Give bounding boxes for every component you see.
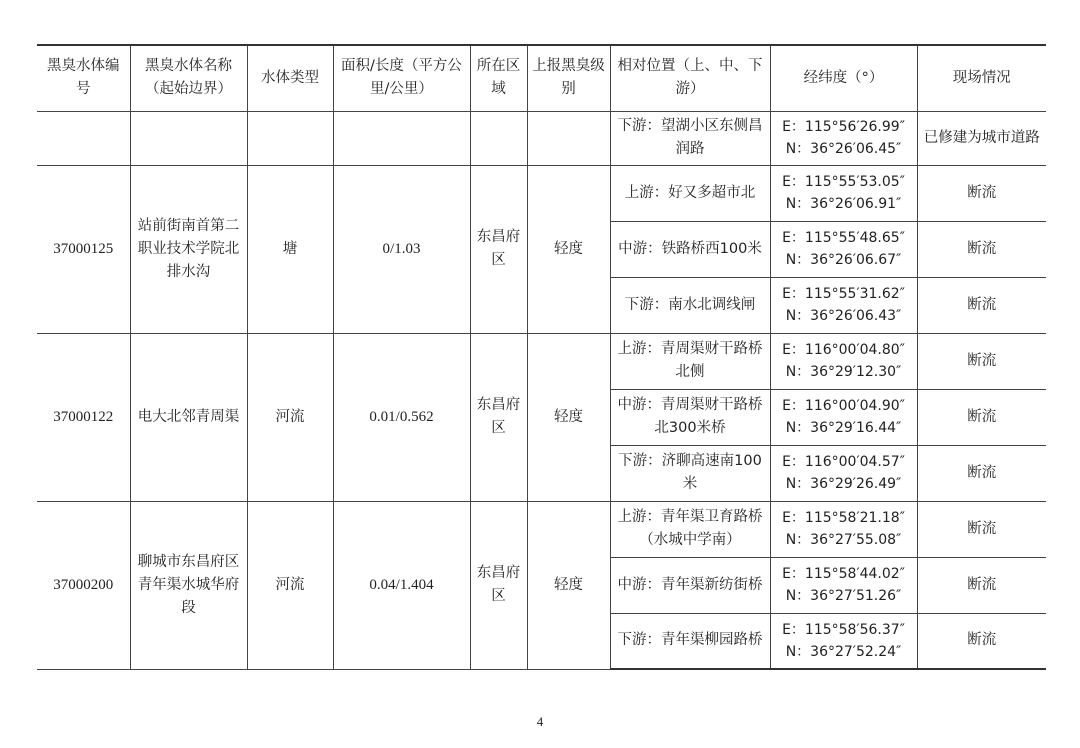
water-body-table-container — [37, 44, 1046, 670]
coord-east: E：115°56′26.99″ — [782, 119, 905, 135]
coord-north: N：36°26′06.43″ — [785, 308, 902, 324]
table-row — [37, 111, 1046, 165]
cell-position: 中游：青周渠财干路桥北300米桥 — [610, 389, 770, 445]
cell-status: 断流 — [917, 501, 1046, 557]
header-name: 黑臭水体名称（起始边界） — [130, 45, 247, 111]
coord-north: N：36°29′16.44″ — [785, 420, 902, 436]
cell-name: 站前街南首第二职业技术学院北排水沟 — [130, 165, 247, 333]
table-row — [37, 165, 1046, 221]
page-number: 4 — [536, 714, 544, 729]
coord-north: N：36°26′06.67″ — [785, 252, 902, 268]
coord-north: N：36°29′12.30″ — [785, 364, 902, 380]
cell-id: 37000200 — [37, 501, 130, 669]
coord-east: E：116°00′04.57″ — [782, 454, 905, 470]
coord-north: N：36°27′51.26″ — [785, 588, 902, 604]
cell-id — [37, 111, 130, 165]
header-status: 现场情况 — [917, 45, 1046, 111]
table-row — [37, 333, 1046, 389]
cell-status: 断流 — [917, 221, 1046, 277]
cell-level: 轻度 — [527, 501, 610, 669]
coord-north: N：36°27′55.08″ — [785, 532, 902, 548]
cell-type: 河流 — [247, 333, 333, 501]
cell-position: 中游：青年渠新纺街桥 — [610, 557, 770, 613]
cell-name: 聊城市东昌府区青年渠水城华府段 — [130, 501, 247, 669]
cell-coordinates — [770, 501, 917, 557]
cell-area: 0/1.03 — [333, 165, 470, 333]
cell-area — [333, 111, 470, 165]
table-row — [37, 501, 1046, 557]
header-area: 面积/长度（平方公里/公里） — [333, 45, 470, 111]
coord-north: N：36°26′06.45″ — [785, 141, 902, 157]
cell-coordinates — [770, 557, 917, 613]
cell-level: 轻度 — [527, 165, 610, 333]
cell-position: 上游：好又多超市北 — [610, 165, 770, 221]
cell-id: 37000125 — [37, 165, 130, 333]
cell-position: 下游：济聊高速南100米 — [610, 445, 770, 501]
header-level: 上报黑臭级别 — [527, 45, 610, 111]
coord-east: E：115°55′31.62″ — [782, 286, 905, 302]
coord-east: E：116°00′04.90″ — [782, 398, 905, 414]
table-header-row — [37, 45, 1046, 111]
cell-position: 中游：铁路桥西100米 — [610, 221, 770, 277]
coord-east: E：115°58′56.37″ — [782, 621, 905, 638]
cell-coordinates — [770, 613, 917, 669]
cell-level: 轻度 — [527, 333, 610, 501]
cell-region: 东昌府区 — [470, 333, 527, 501]
cell-coordinates — [770, 445, 917, 501]
header-coordinates: 经纬度（°） — [770, 45, 917, 111]
cell-id: 37000122 — [37, 333, 130, 501]
header-id: 黑臭水体编号 — [37, 45, 130, 111]
cell-status: 断流 — [917, 277, 1046, 333]
black-odorous-water-table — [37, 44, 1046, 670]
coord-east: E：115°55′48.65″ — [782, 230, 905, 246]
cell-coordinates — [770, 111, 917, 165]
cell-position: 下游：青年渠柳园路桥 — [610, 613, 770, 669]
cell-area: 0.01/0.562 — [333, 333, 470, 501]
header-position: 相对位置（上、中、下游） — [610, 45, 770, 111]
cell-coordinates — [770, 221, 917, 277]
cell-region — [470, 111, 527, 165]
cell-type — [247, 111, 333, 165]
cell-region: 东昌府区 — [470, 501, 527, 669]
coord-east: E：115°55′53.05″ — [782, 174, 905, 190]
cell-position: 上游：青年渠卫育路桥（水城中学南） — [610, 501, 770, 557]
coord-north: N：36°26′06.91″ — [785, 196, 902, 212]
cell-name — [130, 111, 247, 165]
cell-coordinates — [770, 165, 917, 221]
cell-type: 河流 — [247, 501, 333, 669]
cell-coordinates — [770, 389, 917, 445]
cell-region: 东昌府区 — [470, 165, 527, 333]
cell-level — [527, 111, 610, 165]
header-type: 水体类型 — [247, 45, 333, 111]
cell-position: 下游：望湖小区东侧昌润路 — [610, 111, 770, 165]
header-region: 所在区域 — [470, 45, 527, 111]
cell-status: 断流 — [917, 389, 1046, 445]
coord-north: N：36°29′26.49″ — [785, 476, 902, 492]
cell-coordinates — [770, 277, 917, 333]
cell-status: 断流 — [917, 613, 1046, 669]
cell-status: 断流 — [917, 445, 1046, 501]
cell-status: 断流 — [917, 557, 1046, 613]
coord-east: E：115°58′44.02″ — [782, 566, 905, 582]
cell-name: 电大北邻青周渠 — [130, 333, 247, 501]
cell-coordinates — [770, 333, 917, 389]
cell-status: 断流 — [917, 333, 1046, 389]
cell-type: 塘 — [247, 165, 333, 333]
cell-status: 断流 — [917, 165, 1046, 221]
coord-east: E：116°00′04.80″ — [782, 342, 905, 358]
coord-north: N：36°27′52.24″ — [785, 643, 902, 660]
cell-area: 0.04/1.404 — [333, 501, 470, 669]
cell-position: 下游：南水北调线闸 — [610, 277, 770, 333]
cell-status: 已修建为城市道路 — [917, 111, 1046, 165]
cell-position: 上游：青周渠财干路桥北侧 — [610, 333, 770, 389]
coord-east: E：115°58′21.18″ — [782, 510, 905, 526]
